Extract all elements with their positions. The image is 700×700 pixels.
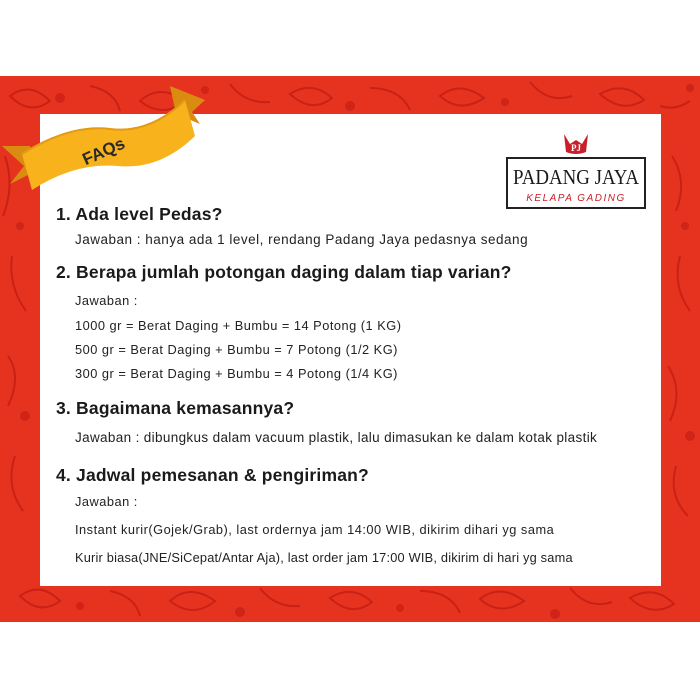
faq-ribbon-banner bbox=[0, 84, 210, 204]
faq-question-4: 4. Jadwal pemesanan & pengiriman? bbox=[56, 465, 369, 485]
padang-jaya-logo bbox=[505, 130, 647, 210]
faq-question-1: 1. Ada level Pedas? bbox=[56, 204, 223, 224]
faq-answer-2-line-2: 1000 gr = Berat Daging + Bumbu = 14 Potong (1 KG) bbox=[75, 318, 402, 333]
faq-answer-2-line-4: 300 gr = Berat Daging + Bumbu = 4 Potong (1/4 KG) bbox=[75, 366, 398, 381]
faq-answer-2-line-3: 500 gr = Berat Daging + Bumbu = 7 Potong (1/2 KG) bbox=[75, 342, 398, 357]
faq-ribbon-label: FAQs bbox=[79, 133, 128, 170]
faq-question-2: 2. Berapa jumlah potongan daging dalam tiap varian? bbox=[56, 262, 512, 282]
faq-answer-2-line-1: Jawaban : bbox=[75, 293, 138, 308]
faq-answer-4-line-2: Instant kurir(Gojek/Grab), last ordernya jam 14:00 WIB, dikirim dihari yg sama bbox=[75, 522, 555, 537]
faq-question-3: 3. Bagaimana kemasannya? bbox=[56, 398, 295, 418]
logo-name: PADANG JAYA bbox=[513, 165, 640, 189]
faq-answer-3: Jawaban : dibungkus dalam vacuum plastik, lalu dimasukan ke dalam kotak plastik bbox=[75, 430, 598, 445]
logo-mark: PJ bbox=[571, 143, 581, 153]
faq-answer-1: Jawaban : hanya ada 1 level, rendang Padang Jaya pedasnya sedang bbox=[75, 232, 529, 247]
faq-answer-4-line-1: Jawaban : bbox=[75, 494, 138, 509]
logo-subtitle: KELAPA GADING bbox=[526, 193, 626, 204]
faq-answer-4-line-3: Kurir biasa(JNE/SiCepat/Antar Aja), last order jam 17:00 WIB, dikirim di hari yg sama bbox=[75, 550, 573, 565]
logo-graphic bbox=[505, 130, 647, 210]
